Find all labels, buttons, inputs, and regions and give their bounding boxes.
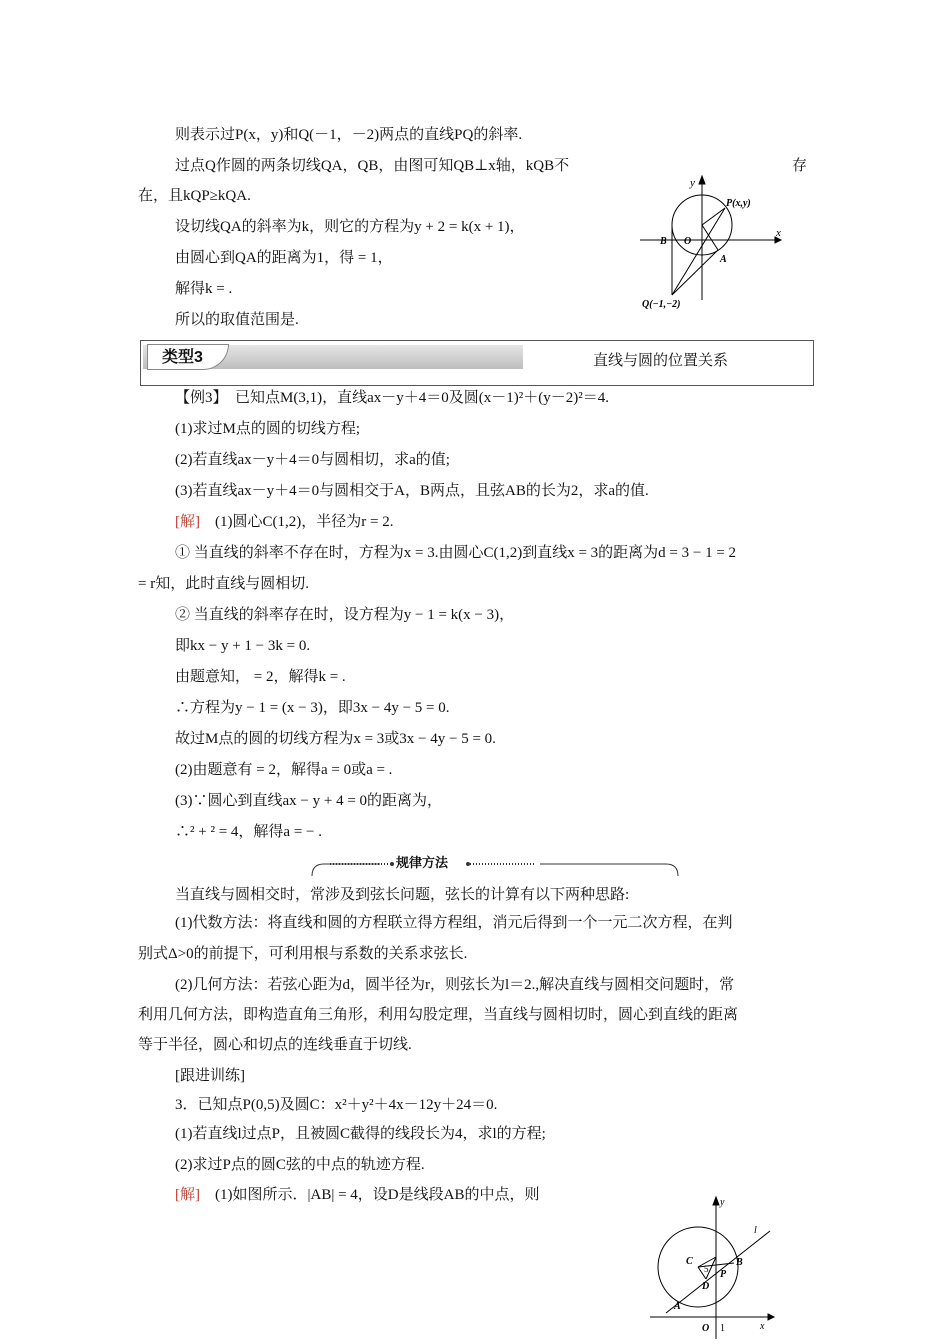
practice-head: [跟进训练]: [175, 1068, 245, 1084]
text-line: 所以的取值范围是.: [175, 312, 299, 328]
fig2-a-label: A: [674, 1301, 681, 1312]
solution-line: 即kx − y + 1 − 3k = 0.: [175, 638, 311, 654]
fig1-x-label: x: [776, 227, 781, 239]
method-label: 规律方法: [396, 855, 449, 870]
fig1-q-label: Q(−1,−2): [642, 299, 681, 310]
practice-q2: (2)求过P点的圆C弦的中点的轨迹方程.: [175, 1157, 425, 1173]
method-text: (1)代数方法：将直线和圆的方程联立得方程组，消元后得到一个一元二次方程，在判: [175, 915, 733, 931]
banner-title: 直线与圆的位置关系: [593, 352, 729, 369]
fig2-b-label: B: [736, 1257, 743, 1268]
solution-line: = r知，此时直线与圆相切.: [138, 576, 309, 592]
method-text: 利用几何方法，即构造直角三角形，利用勾股定理，当直线与圆相切时，圆心到直线的距离: [138, 1007, 739, 1023]
solution-line: 故过M点的圆的切线方程为x = 3或3x − 4y − 5 = 0.: [175, 731, 496, 747]
text-line: 由圆心到QA的距离为1，得 = 1，: [175, 250, 393, 266]
fig2-o-label: O: [702, 1323, 710, 1334]
solution-line: ② 当直线的斜率存在时，设方程为y − 1 = k(x − 3)，: [175, 607, 515, 623]
method-text: 别式Δ>0的前提下，可利用根与系数的关系求弦长.: [138, 946, 468, 962]
banner-tag: 类型3: [147, 344, 229, 370]
practice-q1: (1)若直线l过点P，且被圆C截得的线段长为4，求l的方程;: [175, 1126, 546, 1142]
fig2-x-label: x: [760, 1321, 765, 1332]
solution-line: (3)∵圆心到直线ax − y + 4 = 0的距离为，: [175, 793, 443, 809]
text-line: 则表示过P(x，y)和Q(－1，－2)两点的直线PQ的斜率.: [175, 127, 523, 143]
text-line: 设切线QA的斜率为k，则它的方程为y + 2 = k(x + 1)，: [175, 219, 525, 235]
fig1-o-label: O: [684, 236, 692, 247]
solution-line: 由题意知， = 2，解得k = .: [175, 669, 346, 685]
text-line: 存: [792, 158, 808, 174]
example-q2: (2)若直线ax－y＋4＝0与圆相切，求a的值;: [175, 452, 450, 468]
section-banner: [140, 340, 814, 386]
fig2-c-label: C: [686, 1256, 693, 1267]
example-q3: (3)若直线ax－y＋4＝0与圆相交于A，B两点，且弦AB的长为2，求a的值.: [175, 483, 649, 499]
solution-text: (1)圆心C(1,2)，半径为r = 2.: [200, 514, 394, 530]
fig1-y-label: y: [690, 177, 695, 189]
solution-line: ① 当直线的斜率不存在时，方程为x = 3.由圆心C(1,2)到直线x = 3的距离为d = 3 − 1 = 2: [175, 545, 737, 561]
fig1-p-label: P(x,y): [726, 198, 751, 209]
fig1-b-label: B: [660, 236, 667, 247]
figure-chord: [640, 1193, 780, 1341]
fig2-p-label: P: [720, 1269, 727, 1280]
figure-tangent-lines: [630, 170, 790, 315]
fig1-a-label: A: [720, 254, 727, 265]
text-line: 在，且kQP≥kQA.: [138, 188, 251, 204]
solution-line: (2)由题意有 = 2，解得a = 0或a = .: [175, 762, 393, 778]
method-text: 当直线与圆相交时，常涉及到弦长问题，弦长的计算有以下两种思路:: [175, 887, 630, 903]
text-line: 过点Q作圆的两条切线QA，QB，由图可知QB⊥x轴，kQB不: [175, 158, 570, 174]
practice-solution: [175, 1185, 539, 1205]
example-head: 【例3】 已知点M(3,1)，直线ax－y＋4＝0及圆(x－1)²＋(y－2)²＝4.: [175, 390, 609, 406]
practice-question: 3．已知点P(0,5)及圆C：x²＋y²＋4x－12y＋24＝0.: [175, 1097, 498, 1113]
fig2-1-label: 1: [720, 1323, 725, 1334]
fig2-l-label: l: [754, 1225, 757, 1236]
fig2-5-label: 5: [704, 1264, 709, 1274]
fig2-d-label: D: [702, 1281, 710, 1292]
fig2-y-label: y: [720, 1197, 725, 1208]
solution-tag: [解]: [175, 514, 200, 530]
solution-line: [175, 512, 393, 532]
practice-sol-tag: [解]: [175, 1187, 200, 1203]
method-divider: [310, 856, 680, 878]
method-text: (2)几何方法：若弦心距为d，圆半径为r，则弦长为l＝2.,解决直线与圆相交问题时，常: [175, 977, 735, 993]
method-text: 等于半径，圆心和切点的连线垂直于切线.: [138, 1037, 412, 1053]
practice-sol-text: (1)如图所示．|AB| = 4，设D是线段AB的中点，则: [200, 1187, 540, 1203]
solution-line: ∴方程为y − 1 = (x − 3)，即3x − 4y − 5 = 0.: [175, 700, 450, 716]
text-line: 解得k = .: [175, 281, 233, 297]
example-q1: (1)求过M点的圆的切线方程;: [175, 421, 360, 437]
solution-line: ∴² + ² = 4，解得a = − .: [175, 824, 322, 840]
